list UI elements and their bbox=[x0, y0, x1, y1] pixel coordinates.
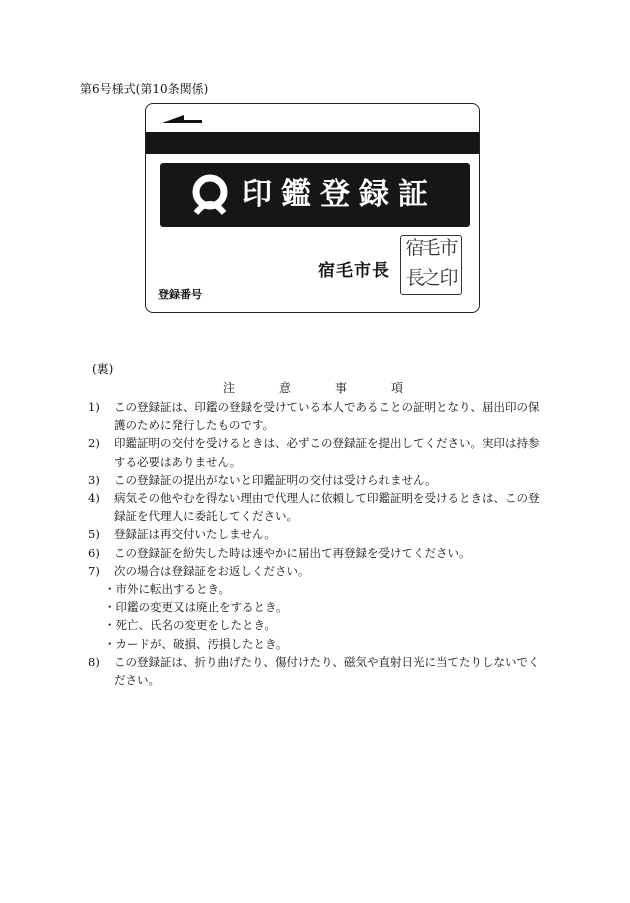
city-emblem-icon bbox=[188, 173, 232, 217]
list-item: 5) 登録証は再交付いたしません。 bbox=[88, 527, 276, 542]
card-title: 印鑑登録証 bbox=[242, 177, 437, 212]
registration-card-front bbox=[145, 103, 480, 313]
list-item: 1) この登録証は、印鑑の登録を受けている本人であることの証明となり、届出印の保 護のために発行したものです。 bbox=[88, 400, 540, 433]
sub-item: ・カードが、破損、汚損したとき。 bbox=[104, 636, 288, 651]
card-title-band bbox=[160, 163, 470, 227]
notes-list bbox=[88, 398, 558, 689]
notes-heading: 注 意 事 項 bbox=[223, 381, 404, 395]
list-item: 8) この登録証は、折り曲げたり、傷付けたり、磁気や直射日光に当てたりしないでく ださい。 bbox=[88, 654, 540, 688]
form-label: 第6号様式(第10条関係) bbox=[80, 82, 209, 96]
registration-number-label: 登録番号 bbox=[158, 288, 202, 301]
sub-item: ・印鑑の変更又は廃止をするとき。 bbox=[104, 600, 288, 615]
list-item: 6) この登録証を紛失した時は速やかに届出て再登録を受けてください。 bbox=[88, 545, 471, 560]
sub-item: ・死亡、氏名の変更をしたとき。 bbox=[104, 618, 277, 633]
back-side-label: (裏) bbox=[92, 362, 114, 376]
list-item: 2) 印鑑証明の交付を受けるときは、必ずこの登録証を提出してください。実印は持参 する必要はありません。 bbox=[88, 436, 540, 469]
issuer-name: 宿毛市長 bbox=[318, 261, 390, 281]
list-item: 3) この登録証の提出がないと印鑑証明の交付は受けられません。 bbox=[88, 472, 437, 487]
official-seal: 宿 毛 市 長 之 印 bbox=[400, 235, 462, 295]
insert-direction-arrow-icon bbox=[162, 113, 202, 125]
list-item: 7) 次の場合は登録証をお返しください。 bbox=[88, 563, 310, 578]
magnetic-stripe bbox=[146, 132, 479, 154]
list-item: 4) 病気その他やむを得ない理由で代理人に依頼して印鑑証明を受けるときは、この登 録証を代理人に委託してください。 bbox=[88, 491, 540, 524]
sub-item: ・市外に転出するとき。 bbox=[104, 582, 231, 597]
